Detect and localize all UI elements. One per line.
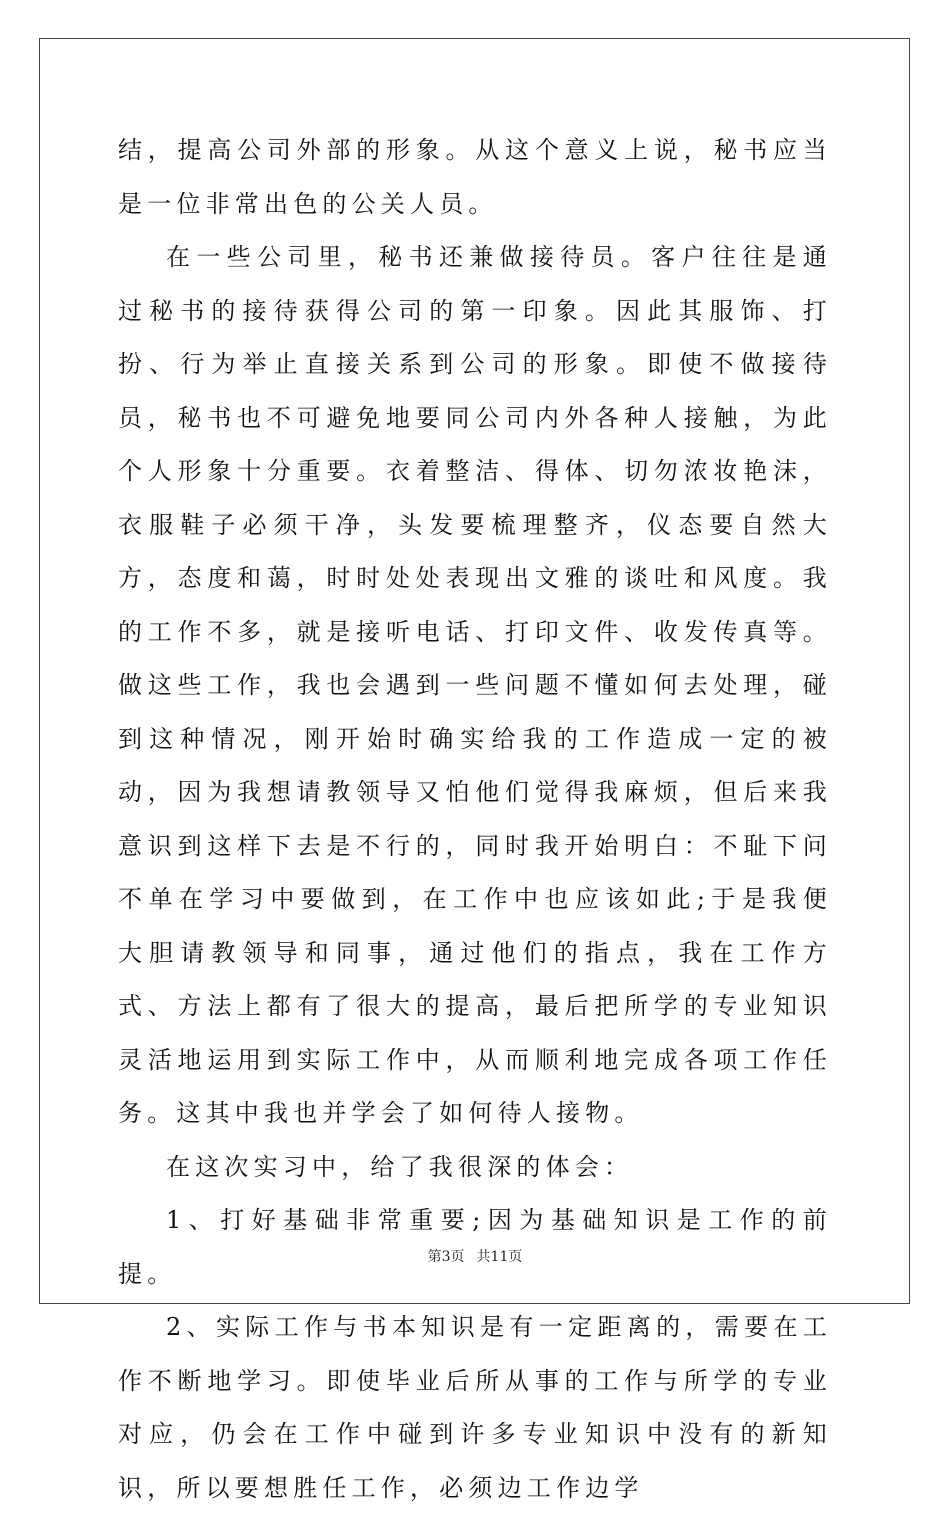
paragraph-5: 2、实际工作与书本知识是有一定距离的，需要在工作不断地学习。即使毕业后所从事的工作与所学的专业对应，仍会在工作中碰到许多专业知识中没有的新知识，所以要想胜任工作，必须边工作边学 (118, 1313, 832, 1502)
paragraph-3: 在这次实习中，给了我很深的体会： (166, 1152, 634, 1181)
page-footer (0, 1246, 950, 1266)
paragraph-1: 结，提高公司外部的形象。从这个意义上说，秘书应当是一位非常出色的公关人员。 (118, 136, 832, 218)
page-number: 第3页 (427, 1249, 465, 1265)
document-body (118, 124, 832, 1515)
paragraph-4: 1、打好基础非常重要;因为基础知识是工作的前提。 (118, 1206, 832, 1288)
page-total: 共11页 (476, 1249, 523, 1265)
paragraph-2: 在一些公司里，秘书还兼做接待员。客户往往是通过秘书的接待获得公司的第一印象。因此其服饰、打扮、行为举止直接关系到公司的形象。即使不做接待员，秘书也不可避免地要同公司内外各种人接触，为此个人形象十分重要。衣着整洁、得体、切勿浓妆艳沫，衣服鞋子必须干净，头发要梳理整齐，仪态要自然大方，态度和蔼，时时处处表现出文雅的谈吐和风度。我的工作不多，就是接听电话、打印文件、收发传真等。做这些工作，我也会遇到一些问题不懂如何去处理，碰到这种情况，刚开始时确实给我的工作造成一定的被动，因为我想请教领导又怕他们觉得我麻烦，但后来我意识到这样下去是不行的，同时我开始明白：不耻下问不单在学习中要做到，在工作中也应该如此;于是我便大胆请教领导和同事，通过他们的指点，我在工作方式、方法上都有了很大的提高，最后把所学的专业知识灵活地运用到实际工作中，从而顺利地完成各项工作任务。这其中我也并学会了如何待人接物。 (118, 243, 832, 1127)
